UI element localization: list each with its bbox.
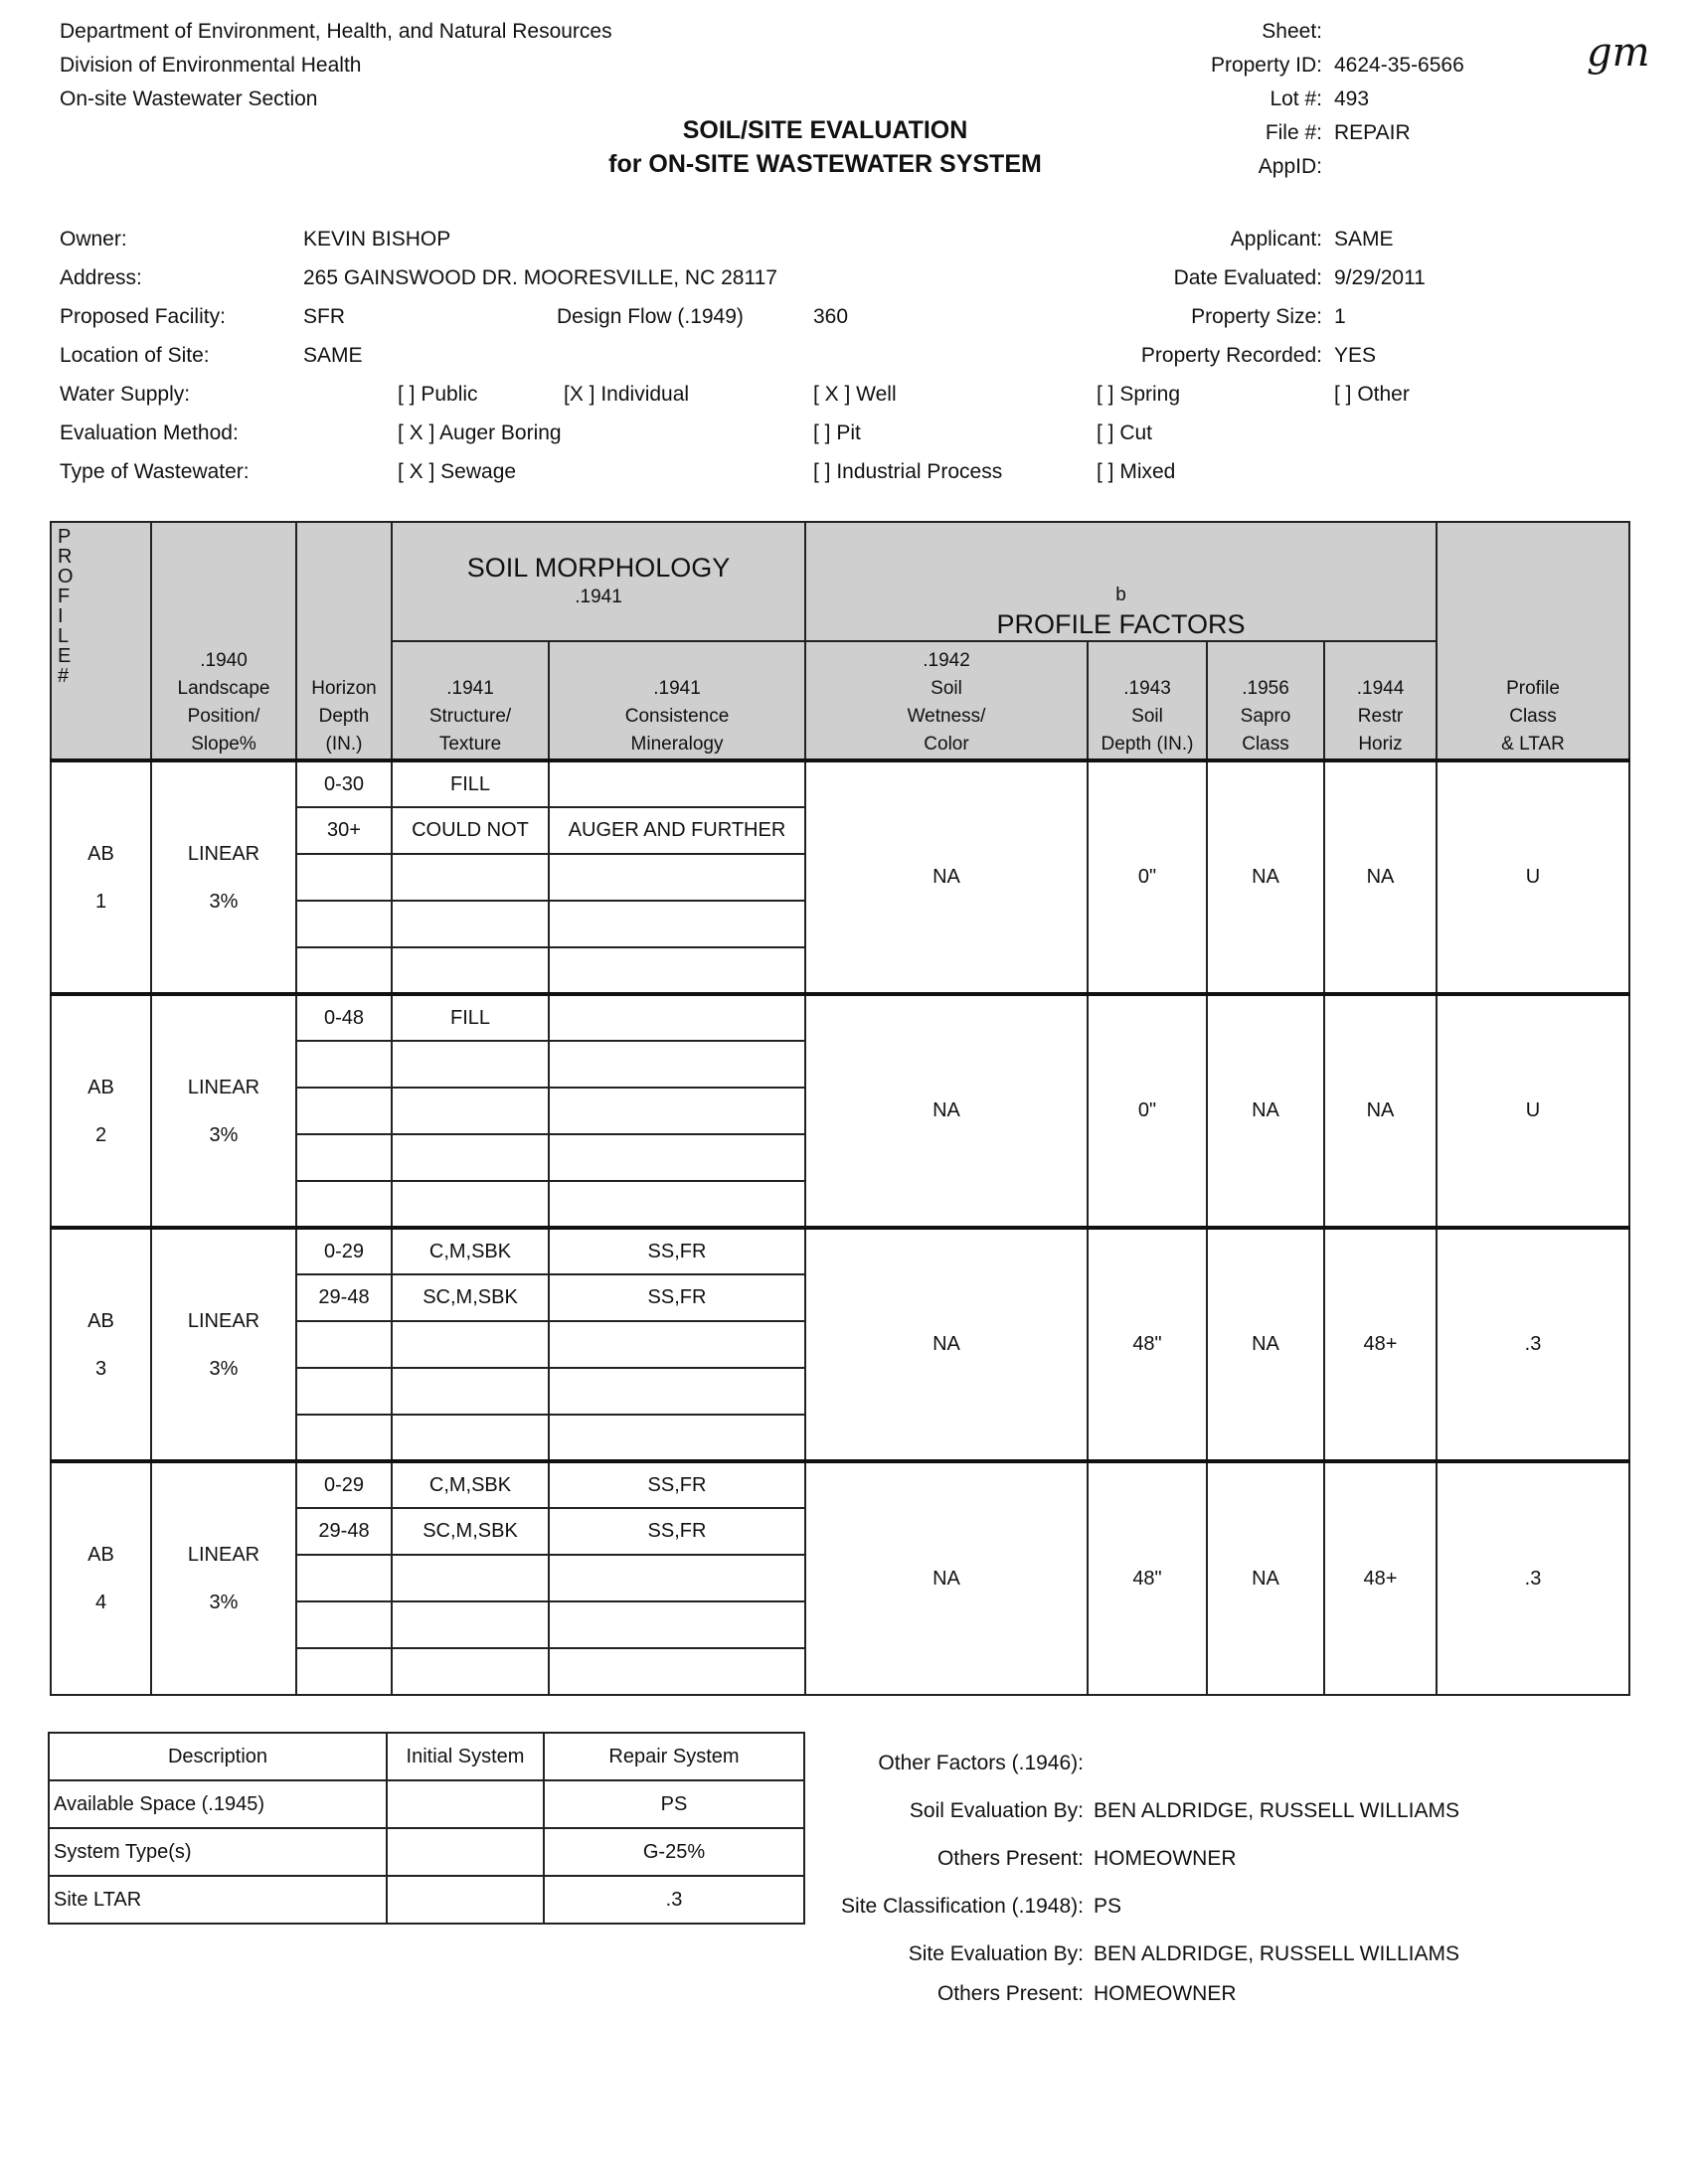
agency-line-2: Division of Environmental Health (60, 54, 362, 77)
horizon-structure: FILL (392, 760, 549, 807)
horizon-structure (392, 1321, 549, 1368)
horizon-depth (296, 1601, 392, 1648)
owner-label: Owner: (60, 228, 127, 251)
soil-depth: 48" (1088, 1228, 1207, 1461)
form-subtitle: for ON-SITE WASTEWATER SYSTEM (608, 150, 1042, 178)
applicant-value: SAME (1334, 228, 1394, 251)
date-evaluated-value: 9/29/2011 (1334, 266, 1426, 289)
horizon-consistence (549, 1181, 805, 1228)
horizon-header-1: Horizon (311, 678, 377, 699)
owner-value: KEVIN BISHOP (303, 228, 451, 251)
horizon-consistence (549, 994, 805, 1041)
structure-header-3: Texture (438, 734, 502, 755)
horizon-row (51, 760, 1629, 807)
horizon-structure: SC,M,SBK (392, 1274, 549, 1321)
profile-class-header-2: Class (1509, 706, 1557, 727)
landscape-cell (151, 994, 296, 1228)
horizon-depth (296, 1648, 392, 1695)
soil-depth-header (1088, 641, 1207, 760)
appid-label: AppID: (1258, 155, 1322, 178)
design-flow-value: 360 (813, 305, 849, 328)
horizon-structure: SC,M,SBK (392, 1508, 549, 1555)
horizon-consistence (549, 1601, 805, 1648)
system-table-header (49, 1733, 804, 1780)
horizon-depth (296, 1555, 392, 1601)
profile-class: .3 (1437, 1228, 1629, 1461)
repair-system-value: .3 (544, 1876, 804, 1924)
soil-depth-header-2: Soil (1131, 706, 1163, 727)
profile-id: AB (87, 1309, 114, 1332)
soil-wetness: NA (805, 1461, 1088, 1695)
profile-class-header (1437, 522, 1629, 760)
profile-number-header (51, 522, 151, 760)
horizon-consistence (549, 1041, 805, 1088)
system-table-header-cell: Repair System (544, 1733, 804, 1780)
system-description: System Type(s) (49, 1828, 387, 1876)
structure-header-2: Structure/ (428, 706, 512, 727)
water-supply-well[interactable]: [ X ] Well (813, 383, 897, 406)
landscape-cell (151, 760, 296, 994)
restrictive-horizon: 48+ (1324, 1228, 1437, 1461)
horizon-depth: 0-29 (296, 1461, 392, 1508)
landscape-header-4: Slope% (191, 734, 256, 755)
soil-depth: 48" (1088, 1461, 1207, 1695)
horizon-structure (392, 1555, 549, 1601)
wastewater-sewage[interactable]: [ X ] Sewage (398, 460, 517, 483)
profile-header-letter: R (58, 546, 73, 568)
soil-wetness: NA (805, 994, 1088, 1228)
profile-id: AB (87, 842, 114, 865)
horizon-header (296, 522, 392, 760)
horizon-consistence (549, 901, 805, 947)
horizon-row (51, 1228, 1629, 1274)
horizon-depth (296, 1134, 392, 1181)
eval-pit[interactable]: [ ] Pit (813, 421, 861, 444)
date-evaluated-label: Date Evaluated: (1173, 266, 1322, 289)
horizon-depth (296, 1321, 392, 1368)
soil-morphology-title: SOIL MORPHOLOGY (466, 552, 731, 583)
horizon-consistence (549, 1555, 805, 1601)
initial-system-value (387, 1828, 544, 1876)
horizon-depth: 0-29 (296, 1228, 392, 1274)
horizon-structure (392, 1181, 549, 1228)
soil-evaluation-table (50, 521, 1630, 1696)
profile-header-letter: E (58, 645, 72, 667)
repair-system-value: G-25% (544, 1828, 804, 1876)
horizon-depth: 30+ (296, 807, 392, 854)
sapro-class: NA (1207, 1461, 1324, 1695)
horizon-structure (392, 947, 549, 994)
property-recorded-value: YES (1334, 344, 1377, 367)
profile-number: 2 (94, 1123, 107, 1146)
soil-depth-header-1: .1943 (1123, 678, 1171, 699)
wetness-header-2: Soil (931, 678, 962, 699)
horizon-structure (392, 1088, 549, 1134)
sapro-class: NA (1207, 994, 1324, 1228)
sapro-header-2: Sapro (1240, 706, 1291, 727)
water-supply-other[interactable]: [ ] Other (1334, 383, 1410, 406)
structure-header (392, 641, 549, 760)
site-evaluation-by-label: Site Evaluation By: (908, 1942, 1084, 1965)
landscape-slope: 3% (209, 1592, 239, 1613)
horizon-row (51, 1461, 1629, 1508)
horizon-consistence (549, 760, 805, 807)
horizon-consistence (549, 1134, 805, 1181)
horizon-structure (392, 1134, 549, 1181)
horizon-depth (296, 901, 392, 947)
landscape-cell (151, 1461, 296, 1695)
design-flow-label: Design Flow (.1949) (557, 305, 744, 328)
water-supply-public[interactable]: [ ] Public (398, 383, 478, 406)
others-present-value-1: HOMEOWNER (1094, 1847, 1237, 1870)
agency-line-1: Department of Environment, Health, and Natural Resources (60, 20, 612, 43)
property-size-label: Property Size: (1191, 305, 1322, 328)
horizon-depth (296, 947, 392, 994)
soil-evaluation-by-label: Soil Evaluation By: (909, 1799, 1084, 1822)
profile-factors-b: b (1115, 585, 1126, 605)
landscape-slope: 3% (209, 1357, 239, 1380)
others-present-value-2: HOMEOWNER (1094, 1982, 1237, 2005)
horizon-consistence: SS,FR (549, 1228, 805, 1274)
horizon-header-3: (IN.) (325, 734, 363, 755)
landscape-slope: 3% (209, 1123, 239, 1146)
profile-header-letter: O (58, 566, 74, 588)
profile-number: 3 (94, 1357, 107, 1380)
system-table-row (49, 1780, 804, 1828)
profile-class: .3 (1437, 1461, 1629, 1695)
profile-class: U (1437, 994, 1629, 1228)
horizon-consistence (549, 854, 805, 901)
wastewater-industrial[interactable]: [ ] Industrial Process (813, 460, 1003, 483)
profile-id: AB (87, 1544, 114, 1566)
horizon-consistence (549, 1321, 805, 1368)
horizon-structure: C,M,SBK (392, 1228, 549, 1274)
restrictive-horizon: NA (1324, 994, 1437, 1228)
eval-cut[interactable]: [ ] Cut (1097, 421, 1153, 444)
profile-header-letter: I (58, 605, 64, 627)
consistence-header (549, 641, 805, 760)
horizon-structure (392, 901, 549, 947)
property-recorded-label: Property Recorded: (1140, 344, 1322, 367)
landscape-position: LINEAR (187, 1544, 260, 1566)
landscape-slope: 3% (209, 890, 239, 913)
profile-factors-title: PROFILE FACTORS (996, 609, 1246, 639)
agency-line-3: On-site Wastewater Section (60, 87, 318, 110)
horizon-depth (296, 1041, 392, 1088)
soil-wetness: NA (805, 760, 1088, 994)
horizon-depth (296, 1368, 392, 1415)
horizon-consistence (549, 1415, 805, 1461)
horizon-consistence (549, 947, 805, 994)
horizon-depth (296, 1181, 392, 1228)
others-present-label-2: Others Present: (936, 1982, 1084, 2005)
system-description: Available Space (.1945) (49, 1780, 387, 1828)
system-summary-table (48, 1732, 805, 1925)
horizon-consistence (549, 1648, 805, 1695)
structure-header-1: .1941 (446, 678, 494, 699)
horizon-structure (392, 1041, 549, 1088)
profile-class-header-3: & LTAR (1501, 734, 1565, 755)
horizon-depth: 29-48 (296, 1274, 392, 1321)
sapro-class: NA (1207, 760, 1324, 994)
restrictive-horizon: 48+ (1324, 1461, 1437, 1695)
horizon-structure: FILL (392, 994, 549, 1041)
landscape-header (151, 522, 296, 760)
horizon-depth: 0-48 (296, 994, 392, 1041)
system-description: Site LTAR (49, 1876, 387, 1924)
evaluation-method-label: Evaluation Method: (60, 421, 239, 444)
site-classification-value: PS (1094, 1895, 1122, 1918)
soil-morphology-code: .1941 (575, 586, 622, 607)
initial-system-value (387, 1780, 544, 1828)
horizon-structure (392, 1368, 549, 1415)
wastewater-type-label: Type of Wastewater: (60, 460, 250, 483)
horizon-depth: 0-30 (296, 760, 392, 807)
site-evaluation-by-value: BEN ALDRIDGE, RUSSELL WILLIAMS (1094, 1942, 1460, 1965)
horizon-structure (392, 1415, 549, 1461)
lot-label: Lot #: (1270, 87, 1322, 110)
landscape-position: LINEAR (187, 1309, 260, 1332)
profile-id: AB (87, 1076, 114, 1098)
landscape-cell (151, 1228, 296, 1461)
system-table-header-cell: Initial System (387, 1733, 544, 1780)
facility-value: SFR (303, 305, 345, 328)
profile-class: U (1437, 760, 1629, 994)
horizon-depth (296, 1415, 392, 1461)
lot-value: 493 (1334, 87, 1370, 110)
horizon-structure: COULD NOT (392, 807, 549, 854)
landscape-position: LINEAR (187, 1076, 260, 1098)
system-table-row (49, 1828, 804, 1876)
horizon-consistence: SS,FR (549, 1274, 805, 1321)
horizon-structure (392, 1601, 549, 1648)
horizon-structure: C,M,SBK (392, 1461, 549, 1508)
landscape-position: LINEAR (187, 842, 260, 865)
horizon-consistence (549, 1088, 805, 1134)
horizon-depth: 29-48 (296, 1508, 392, 1555)
wetness-header-4: Color (924, 734, 969, 755)
horizon-depth (296, 1088, 392, 1134)
system-table-header-cell: Description (49, 1733, 387, 1780)
horizon-consistence: SS,FR (549, 1461, 805, 1508)
horizon-depth (296, 854, 392, 901)
horizon-structure (392, 1648, 549, 1695)
initial-system-value (387, 1876, 544, 1924)
profile-header-letter: # (58, 665, 70, 687)
profile-number: 1 (94, 890, 107, 913)
location-label: Location of Site: (60, 344, 210, 367)
property-size-value: 1 (1334, 305, 1346, 328)
horizon-consistence: SS,FR (549, 1508, 805, 1555)
horizon-structure (392, 854, 549, 901)
sapro-class: NA (1207, 1228, 1324, 1461)
property-id-value: 4624-35-6566 (1334, 54, 1464, 77)
horizon-row (51, 994, 1629, 1041)
other-factors-label: Other Factors (.1946): (878, 1752, 1084, 1774)
applicant-label: Applicant: (1230, 228, 1322, 251)
profile-header-letter: F (58, 586, 71, 607)
profile-id-cell (51, 1461, 151, 1695)
address-value: 265 GAINSWOOD DR. MOORESVILLE, NC 28117 (303, 266, 777, 289)
property-id-label: Property ID: (1210, 54, 1322, 77)
soil-depth: 0" (1088, 994, 1207, 1228)
horizon-consistence (549, 1368, 805, 1415)
restr-header-3: Horiz (1358, 734, 1403, 755)
profile-id-cell (51, 994, 151, 1228)
restrictive-horizon: NA (1324, 760, 1437, 994)
soil-morphology-header (392, 522, 805, 641)
facility-label: Proposed Facility: (60, 305, 226, 328)
address-label: Address: (60, 266, 142, 289)
file-value: REPAIR (1334, 121, 1411, 144)
wetness-header-3: Wetness/ (907, 706, 986, 727)
soil-depth: 0" (1088, 760, 1207, 994)
landscape-header-3: Position/ (187, 706, 260, 727)
water-supply-label: Water Supply: (60, 383, 191, 406)
file-label: File #: (1265, 121, 1322, 144)
sheet-label: Sheet: (1262, 20, 1322, 43)
horizon-header-2: Depth (318, 706, 370, 727)
site-classification-label: Site Classification (.1948): (841, 1895, 1084, 1918)
profile-id-cell (51, 760, 151, 994)
wastewater-mixed[interactable]: [ ] Mixed (1097, 460, 1176, 483)
consistence-header-2: Consistence (624, 706, 730, 727)
restr-header-1: .1944 (1356, 678, 1405, 699)
consistence-header-1: .1941 (653, 678, 701, 699)
soil-depth-header-3: Depth (IN.) (1101, 734, 1194, 755)
soil-evaluation-by-value: BEN ALDRIDGE, RUSSELL WILLIAMS (1094, 1799, 1460, 1822)
handwritten-initials: gm (1587, 30, 1650, 76)
water-supply-spring[interactable]: [ ] Spring (1097, 383, 1181, 406)
soil-wetness: NA (805, 1228, 1088, 1461)
landscape-header-2: Landscape (177, 678, 270, 699)
profile-number: 4 (94, 1592, 107, 1613)
profile-factors-header (805, 522, 1437, 641)
profile-header-letter: P (58, 526, 72, 548)
profile-header-letter: L (58, 625, 70, 647)
wetness-header (805, 641, 1088, 760)
sapro-header (1207, 641, 1324, 760)
profile-class-header-1: Profile (1506, 678, 1560, 699)
repair-system-value: PS (544, 1780, 804, 1828)
landscape-header-1: .1940 (200, 650, 248, 671)
sapro-header-3: Class (1242, 734, 1289, 755)
profile-id-cell (51, 1228, 151, 1461)
wetness-header-1: .1942 (923, 650, 970, 671)
horizon-consistence: AUGER AND FURTHER (549, 807, 805, 854)
form-title: SOIL/SITE EVALUATION (682, 116, 968, 144)
system-table-row (49, 1876, 804, 1924)
consistence-header-3: Mineralogy (630, 734, 724, 755)
others-present-label-1: Others Present: (936, 1847, 1084, 1870)
eval-auger-boring[interactable]: [ X ] Auger Boring (398, 421, 562, 444)
restr-header-2: Restr (1357, 706, 1404, 727)
restr-header (1324, 641, 1437, 760)
water-supply-individual[interactable]: [X ] Individual (564, 383, 690, 406)
sapro-header-1: .1956 (1242, 678, 1289, 699)
location-value: SAME (303, 344, 363, 367)
